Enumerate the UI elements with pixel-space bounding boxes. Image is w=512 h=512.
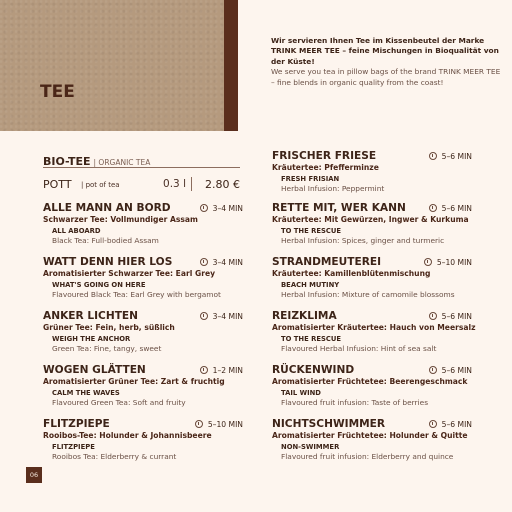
tea-name-en: BEACH MUTINY — [281, 281, 340, 289]
tea-name: ANKER LICHTEN — [43, 310, 139, 322]
steep-time-value: 5–10 MIN — [436, 258, 472, 267]
steep-time — [200, 366, 243, 375]
tea-description-de: Aromatisierter Früchtetee: Beerengeschmack — [272, 377, 468, 386]
steep-time-value: 5–6 MIN — [441, 204, 472, 213]
steep-time-value: 3–4 MIN — [212, 204, 243, 213]
steep-time-value: 5–6 MIN — [441, 420, 472, 429]
tea-name: WATT DENN HIER LOS — [43, 256, 173, 268]
cover-image — [0, 0, 224, 131]
clock-icon — [200, 312, 208, 320]
tea-name-en: WEIGH THE ANCHOR — [52, 335, 131, 343]
tea-description-en: Herbal Infusion: Mixture of camomile blossoms — [281, 290, 455, 299]
tea-description-de: Aromatisierter Schwarzer Tee: Earl Grey — [43, 269, 216, 278]
tea-description-en: Green Tea: Fine, tangy, sweet — [52, 344, 162, 353]
steep-time — [429, 152, 472, 161]
intro-german: Wir servieren Ihnen Tee im Kissenbeutel der Marke TRINK MEER TEE – feine Mischungen in Bioqualität von der Küste! — [271, 36, 499, 66]
section-heading — [43, 150, 240, 168]
section-subtitle: | ORGANIC TEA — [93, 158, 151, 167]
tea-name: FRISCHER FRIESE — [272, 150, 377, 162]
clock-icon — [200, 204, 208, 212]
clock-icon — [429, 420, 437, 428]
tea-description-en: Flavoured Black Tea: Earl Grey with bergamot — [52, 290, 221, 299]
clock-icon — [195, 420, 203, 428]
tea-name: WOGEN GLÄTTEN — [43, 364, 146, 376]
pot-label: POTT — [43, 178, 72, 191]
tea-name-en: FLITZPIEPE — [52, 443, 95, 451]
pot-price: 2.80 € — [205, 178, 240, 191]
steep-time-value: 3–4 MIN — [212, 312, 243, 321]
steep-time — [429, 312, 472, 321]
clock-icon — [429, 312, 437, 320]
tea-name: NICHTSCHWIMMER — [272, 418, 386, 430]
steep-time-value: 1–2 MIN — [212, 366, 243, 375]
steep-time — [200, 204, 243, 213]
cover-accent-bar — [224, 0, 238, 131]
tea-name-en: FRESH FRISIAN — [281, 175, 340, 183]
tea-name-en: ALL ABOARD — [52, 227, 101, 235]
tea-description-en: Flavoured Herbal Infusion: Hint of sea salt — [281, 344, 437, 353]
tea-description-en: Herbal Infusion: Spices, ginger and turmeric — [281, 236, 445, 245]
tea-name-en: WHAT'S GOING ON HERE — [52, 281, 146, 289]
tea-name-en: TAIL WIND — [281, 389, 321, 397]
steep-time-value: 5–10 MIN — [207, 420, 243, 429]
steep-time-value: 5–6 MIN — [441, 312, 472, 321]
pot-size: 0.3 l — [163, 178, 186, 190]
steep-time-value: 3–4 MIN — [212, 258, 243, 267]
steep-time — [195, 420, 243, 429]
tea-description-en: Flavoured Green Tea: Soft and fruity — [52, 398, 186, 407]
tea-name: RETTE MIT, WER KANN — [272, 202, 406, 214]
steep-time — [429, 204, 472, 213]
tea-description-de: Aromatisierter Früchtetee: Holunder & Quitte — [272, 431, 468, 440]
tea-description-en: Herbal Infusion: Peppermint — [281, 184, 385, 193]
tea-description-de: Kräutertee: Mit Gewürzen, Ingwer & Kurkuma — [272, 215, 469, 224]
steep-time-value: 5–6 MIN — [441, 366, 472, 375]
tea-name-en: CALM THE WAVES — [52, 389, 120, 397]
steep-time — [200, 258, 243, 267]
tea-description-en: Rooibos Tea: Elderberry & currant — [52, 452, 177, 461]
tea-description-en: Flavoured fruit infusion: Taste of berries — [281, 398, 429, 407]
steep-time — [200, 312, 243, 321]
pot-sublabel: | pot of tea — [81, 181, 120, 189]
clock-icon — [429, 366, 437, 374]
tea-description-en: Flavoured fruit infusion: Elderberry and quince — [281, 452, 454, 461]
tea-name-en: TO THE RESCUE — [281, 335, 342, 343]
tea-name-en: NON-SWIMMER — [281, 443, 340, 451]
tea-description-de: Schwarzer Tee: Vollmundiger Assam — [43, 215, 198, 224]
steep-time-value: 5–6 MIN — [441, 152, 472, 161]
page-number: 06 — [26, 467, 42, 483]
steep-time — [429, 420, 472, 429]
clock-icon — [200, 366, 208, 374]
steep-time — [429, 366, 472, 375]
tea-description-de: Grüner Tee: Fein, herb, süßlich — [43, 323, 175, 332]
tea-description-en: Black Tea: Full-bodied Assam — [52, 236, 159, 245]
tea-description-de: Kräutertee: Pfefferminze — [272, 163, 379, 172]
tea-description-de: Rooibos-Tee: Holunder & Johannisbeere — [43, 431, 212, 440]
clock-icon — [429, 152, 437, 160]
steep-time — [424, 258, 472, 267]
clock-icon — [200, 258, 208, 266]
page-title: TEE — [40, 82, 75, 102]
intro-english: We serve you tea in pillow bags of the brand TRINK MEER TEE – fine blends in organic quality from the coast! — [271, 67, 501, 87]
tea-name: RÜCKENWIND — [272, 364, 355, 376]
tea-name: FLITZPIEPE — [43, 418, 110, 430]
tea-name-en: TO THE RESCUE — [281, 227, 342, 235]
clock-icon — [424, 258, 432, 266]
section-title: BIO-TEE — [43, 155, 91, 168]
intro-text — [271, 36, 503, 88]
tea-name: ALLE MANN AN BORD — [43, 202, 171, 214]
tea-description-de: Aromatisierter Grüner Tee: Zart & fruchtig — [43, 377, 225, 386]
tea-name: REIZKLIMA — [272, 310, 337, 322]
tea-name: STRANDMEUTEREI — [272, 256, 382, 268]
tea-description-de: Aromatisierter Kräutertee: Hauch von Meersalz — [272, 323, 476, 332]
tea-description-de: Kräutertee: Kamillenblütenmischung — [272, 269, 431, 278]
pot-price-row — [43, 178, 240, 192]
price-divider — [191, 177, 192, 191]
clock-icon — [429, 204, 437, 212]
